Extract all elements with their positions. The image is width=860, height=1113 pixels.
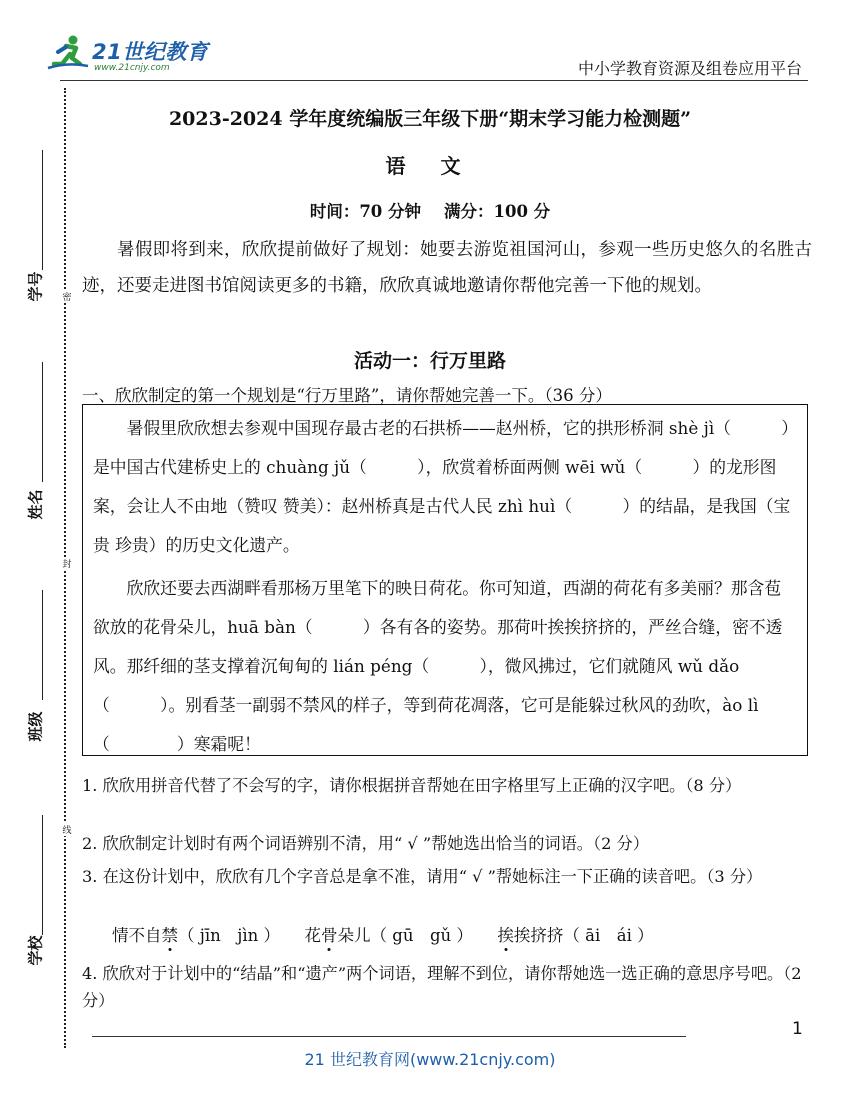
time-info: 时间：70 分钟 满分：100 分 [309,202,551,221]
name-label: 姓名 [26,489,45,520]
school-line [42,815,43,935]
seal-mark-xian: 线 [62,823,72,836]
q3-option-3: 挨挨挤挤（ āi ái ） [497,926,654,945]
section-one-heading: 一、欣欣制定的第一个规划是“行万里路”，请你帮她完善一下。（36 分） [82,386,612,405]
intro-paragraph: 暑假即将到来，欣欣提前做好了规划：她要去游览祖国河山，参观一些历史悠久的名胜古迹，还要走进图书馆阅读更多的书籍，欣欣真诚地邀请你帮他完善一下他的规划。 [82,240,812,296]
seal-mark-feng: 封 [62,557,72,570]
runner-logo-icon [46,34,90,74]
footer-rule [92,1036,686,1037]
activity-heading: 活动一：行万里路 [353,350,506,372]
q3-option-1: 情不自禁（ jīn jìn ） [112,926,281,945]
platform-name: 中小学教育资源及组卷应用平台 [577,59,802,78]
subject-title: 语 文 [385,154,475,178]
passage-paragraph-1: 暑假里欣欣想去参观中国现存最古老的石拱桥——赵州桥，它的拱形桥洞 shè jì（ ）是中国古代建桥史上的 chuàng jǔ（ ），欣赏着桥面两侧 wēi wǔ（ ）的龙形图案，会让人不由地（赞叹 赞美）：赵州桥真是古代人民 zhì huì（ ）的结晶，是我国（宝贵 珍贵）的历史文化遗产。 [93,418,791,555]
question-4: 4. 欣欣对于计划中的“结晶”和“遗产”两个词语，理解不到位，请你帮她选一选正确的意思序号吧。（2 分） [82,964,802,1010]
site-logo [46,30,216,80]
seal-mark-mi: 密 [62,290,72,303]
logo-text: 21世纪教育 [92,40,209,64]
q3-option-2: 花骨朵儿（ gū gǔ ） [304,926,473,945]
student-id-label: 学号 [26,271,45,302]
class-label: 班级 [26,711,45,742]
question-3: 3. 在这份计划中，欣欣有几个字音总是拿不准，请用“ √ ”帮她标注一下正确的读音吧。（3 分） [82,867,763,886]
class-line [42,590,43,700]
passage-box [82,404,808,756]
passage-paragraph-2: 欣欣还要去西湖畔看那杨万里笔下的映日荷花。你可知道，西湖的荷花有多美丽？那含苞欲放的花骨朵儿，huā bàn（ ）各有各的姿势。那荷叶挨挨挤挤的，严丝合缝，密不透风。那纤细的茎支撑着沉甸甸的 lián péng（ ），微风拂过，它们就随风 wǔ dǎo（ ）。别看茎一副弱不禁风的样子，等到荷花凋落，它可是能躲过秋风的劲吹，ào lì（ ）寒霜呢！ [93,578,783,754]
school-label: 学校 [26,935,45,966]
page-number: 1 [792,1019,803,1039]
exam-title: 2023-2024 学年度统编版三年级下册“期末学习能力检测题” [168,108,692,130]
question-2: 2. 欣欣制定计划时有两个词语辨别不清，用“ √ ”帮她选出恰当的词语。（2 分） [82,834,649,853]
question-1: 1. 欣欣用拼音代替了不会写的字，请你根据拼音帮她在田字格里写上正确的汉字吧。（8 分） [82,776,742,795]
question-3-options [112,922,812,949]
header-rule [60,80,808,81]
logo-url: www.21cnjy.com [94,63,170,73]
name-line [42,362,43,482]
footer-site-link[interactable]: 21 世纪教育网(www.21cnjy.com) [304,1050,556,1069]
